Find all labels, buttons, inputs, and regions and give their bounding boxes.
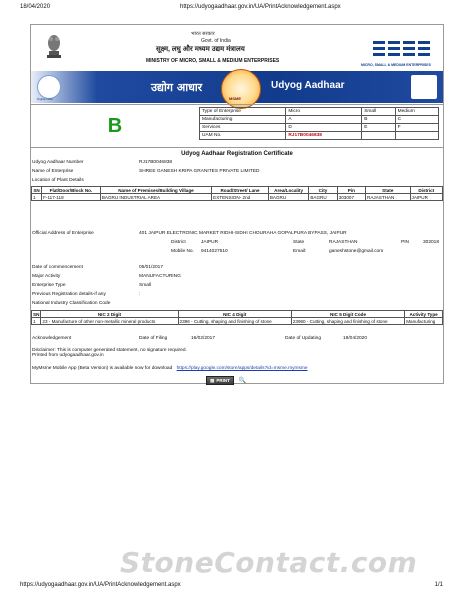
table-cell: EXTENSION- 2nd bbox=[212, 194, 269, 201]
field-value: RJ17B0046838 bbox=[139, 160, 173, 165]
table-cell: D bbox=[286, 124, 362, 132]
msme-small-logo-icon bbox=[411, 75, 437, 99]
table-cell: F-117-118 bbox=[42, 194, 101, 201]
table-cell: F bbox=[395, 124, 438, 132]
column-header: City bbox=[309, 187, 337, 194]
table-cell bbox=[395, 132, 438, 140]
column-header: SN bbox=[33, 187, 40, 193]
play-store-link[interactable]: https://play.google.com/store/apps/details?id=msme.mymsme bbox=[176, 366, 308, 371]
table-cell: Micro bbox=[286, 108, 362, 116]
msme-logo-icon bbox=[371, 37, 435, 63]
table-cell: BAGRU INDUSTRIAL AREA bbox=[100, 194, 211, 201]
column-header: Area/Locality bbox=[268, 187, 308, 194]
banner-top bbox=[31, 25, 443, 71]
column-header: Road/Street/ Lane bbox=[212, 187, 269, 194]
column-header: NIC 2 Digit bbox=[41, 311, 178, 318]
mobile-app-note bbox=[31, 366, 443, 371]
field-label: Location of Plant Details bbox=[32, 178, 84, 183]
address-line: 401 JAIPUR ELECTRONIC MARKET RIDHI-SIDHI CHOURAHA GOPALPURA BYPASS, JAIPUR bbox=[139, 231, 347, 236]
district-label: District bbox=[171, 240, 186, 245]
table-cell: Medium bbox=[395, 108, 438, 116]
mobile-label: Mobile No. bbox=[171, 249, 194, 254]
column-header: District bbox=[410, 187, 442, 194]
official-address-block bbox=[31, 231, 443, 273]
uam-value: RJ17B0046838 bbox=[286, 132, 362, 140]
field-value: 05/01/2017 bbox=[139, 265, 164, 270]
table-cell: 1 bbox=[32, 318, 41, 325]
plant-details-table bbox=[31, 186, 443, 201]
table-cell: JAIPUR bbox=[410, 194, 442, 201]
filing-date-value: 16/02/2017 bbox=[191, 336, 216, 341]
disclaimer-text: Disclaimer: This is computer generated statement, no signature required. bbox=[32, 348, 187, 353]
updating-date-value: 18/04/2020 bbox=[343, 336, 368, 341]
national-emblem-icon bbox=[45, 31, 63, 61]
table-cell: A bbox=[286, 116, 362, 124]
field-label: Enterprise Type bbox=[32, 283, 66, 288]
msme-subtitle: MICRO, SMALL & MEDIUM ENTERPRISES bbox=[361, 63, 431, 67]
table-cell: Small bbox=[362, 108, 395, 116]
pin-label: PIN bbox=[401, 240, 409, 245]
table-cell: Services bbox=[200, 124, 286, 132]
ministry-english-line2: MINISTRY OF MICRO, SMALL & MEDIUM ENTERPRISES bbox=[146, 58, 280, 64]
ministry-hindi-line2: सूक्ष्म, लघु और मध्यम उद्यम मंत्रालय bbox=[156, 46, 245, 53]
table-row bbox=[200, 116, 439, 124]
print-footer bbox=[20, 582, 443, 592]
category-panel bbox=[31, 104, 443, 148]
mobile-app-text: MyMsme Mobile App (Beta Version) is available now for download bbox=[32, 366, 173, 371]
print-date: 18/04/2020 bbox=[20, 4, 51, 10]
msme-seal-icon bbox=[221, 69, 261, 109]
updating-date-label: Date of Updating bbox=[285, 336, 322, 341]
table-cell: B bbox=[362, 116, 395, 124]
print-controls bbox=[206, 376, 247, 385]
print-url: https://udyogaadhaar.gov.in/UA/PrintAcknowledgement.aspx bbox=[180, 4, 341, 10]
column-header: Name of Premises/Building Village bbox=[100, 187, 211, 194]
field-label: Official Address of Enterprise bbox=[32, 231, 94, 236]
field-label: Previous Registration details-if any bbox=[32, 292, 106, 297]
field-label: Major Activity bbox=[32, 274, 61, 279]
header-banner bbox=[31, 25, 443, 103]
table-row bbox=[32, 318, 443, 325]
nic-table bbox=[31, 310, 443, 325]
field-label: Udyog Aadhaar Number bbox=[32, 160, 84, 165]
table-cell: 303007 bbox=[337, 194, 365, 201]
column-header: Pin bbox=[337, 187, 365, 194]
acknowledgement-label: Acknowledgement bbox=[32, 336, 72, 341]
table-header-row bbox=[32, 187, 443, 194]
table-row bbox=[32, 194, 443, 201]
table-cell: 23 - Manufacture of other non-metallic mineral products bbox=[41, 318, 178, 325]
district-value: JAIPUR bbox=[201, 240, 219, 245]
field-label: Name of Enterprise bbox=[32, 169, 74, 174]
udyog-aadhaar-english: Udyog Aadhaar bbox=[271, 80, 345, 91]
printed-from-text: Printed from udyogaadhaar.gov.in bbox=[32, 353, 104, 358]
column-header: SN bbox=[33, 311, 40, 317]
column-header: Flat/Door/Block No. bbox=[42, 187, 101, 194]
table-cell: C bbox=[395, 116, 438, 124]
column-header: NIC 5 Digit Code bbox=[291, 311, 404, 318]
field-label: Date of commencement bbox=[32, 265, 83, 270]
field-value: : bbox=[139, 292, 141, 297]
table-row bbox=[200, 124, 439, 132]
table-cell: BAGRU bbox=[309, 194, 337, 201]
column-header: NIC 4 Digit bbox=[178, 311, 291, 318]
email-value: ganeshstone@gmail.com bbox=[329, 249, 384, 254]
table-cell: Manufacturing bbox=[405, 318, 443, 325]
table-cell: E bbox=[362, 124, 395, 132]
state-value: RAJASTHAN bbox=[329, 240, 358, 245]
field-label: National Industry Classification Code bbox=[32, 301, 111, 306]
udyog-aadhaar-hindi: उद्योग आधार bbox=[151, 81, 203, 94]
table-header-row bbox=[32, 311, 443, 318]
stonecontact-watermark: StoneContact.com bbox=[120, 546, 418, 579]
category-letter: B bbox=[107, 114, 123, 137]
ministry-hindi-line1: भारत सरकार bbox=[191, 31, 215, 37]
digital-india-label: Digital India bbox=[37, 97, 53, 101]
table-cell: RAJASTHAN bbox=[366, 194, 411, 201]
mobile-value: 9414027510 bbox=[201, 249, 228, 254]
table-row bbox=[200, 132, 439, 140]
print-button[interactable] bbox=[206, 376, 234, 385]
acknowledgement-sheet bbox=[30, 24, 444, 384]
state-label: State bbox=[293, 240, 305, 245]
page-number: 1/1 bbox=[434, 582, 443, 588]
footer-url: https://udyogaadhaar.gov.in/UA/PrintAcknowledgement.aspx bbox=[20, 582, 181, 588]
udyog-aadhaar-bar bbox=[31, 71, 443, 103]
table-cell: BAGRU bbox=[268, 194, 308, 201]
table-cell: 23960 - Cutting, shaping and finishing of stone bbox=[291, 318, 404, 325]
field-value: Small bbox=[139, 283, 151, 288]
category-table bbox=[199, 107, 439, 140]
column-header: State bbox=[366, 187, 411, 194]
table-row bbox=[200, 108, 439, 116]
uam-label: UAM No. bbox=[200, 132, 286, 140]
table-cell: 1 bbox=[32, 194, 42, 201]
filing-date-label: Date of Filing bbox=[139, 336, 168, 341]
seal-label: MSME bbox=[229, 96, 241, 101]
acknowledgement-row bbox=[31, 336, 443, 344]
digital-india-logo-icon bbox=[37, 75, 61, 99]
ministry-english-line1: Govt. of India bbox=[201, 38, 231, 44]
column-header: Activity Type bbox=[405, 311, 443, 318]
zoom-icon[interactable]: 🔍 bbox=[238, 378, 247, 384]
field-value: SHREE GANESH KRIPA GRANITES PRIVATE LIMITED bbox=[139, 169, 260, 174]
table-cell: 2396 - Cutting, shaping and finishing of stone bbox=[178, 318, 291, 325]
print-button-label: PRINT bbox=[216, 378, 230, 383]
disclaimer bbox=[31, 348, 187, 358]
print-header bbox=[20, 4, 443, 14]
certificate-title: Udyog Aadhaar Registration Certificate bbox=[181, 151, 293, 157]
table-cell: Type of Enterprise bbox=[200, 108, 286, 116]
field-value: MANUFACTURING bbox=[139, 274, 181, 279]
table-cell bbox=[362, 132, 395, 140]
printer-icon: ▤ bbox=[210, 377, 215, 383]
email-label: Email: bbox=[293, 249, 307, 254]
table-cell: Manufacturing bbox=[200, 116, 286, 124]
pin-value: 302018 bbox=[423, 240, 440, 245]
